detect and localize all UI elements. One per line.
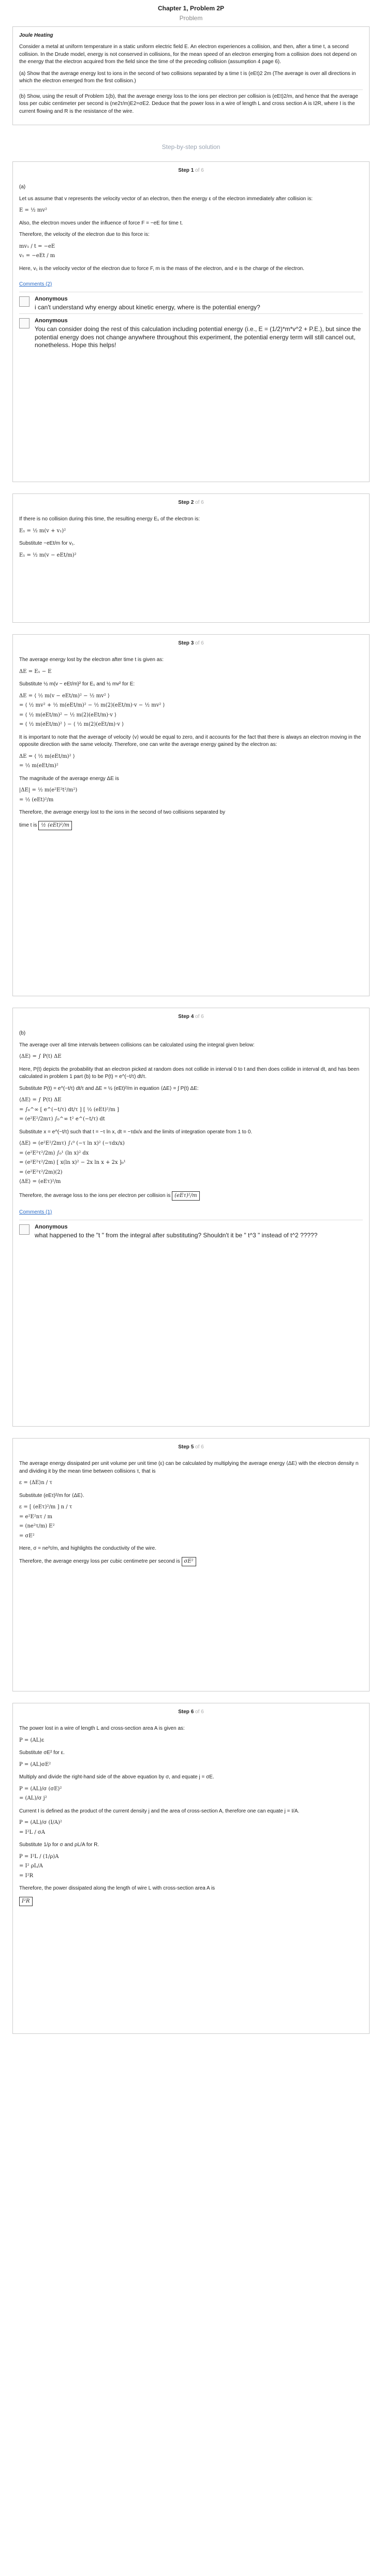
step-number: Step 5 [178,1444,194,1450]
equation-line: = (e²E²/2mτ) ∫₀^∞ t² e^(−t/τ) dt [19,1116,105,1122]
equation [19,243,363,260]
part-label: (a) [19,184,26,190]
step-text: Therefore, the average loss to the ions per electron per collision is [19,1192,171,1199]
step-text: Here, σ = ne²τ/m, and highlights the conductivity of the wire. [19,1546,156,1552]
equation [19,1479,363,1487]
step-text: Here, P(t) depicts the probability that an electron picked at random does not collide in interval 0 to t and then does collide in interval dt, and has been calculated in problem 1 part (b) to be P(t) = e^(−t/τ) dt/τ. [19,1066,360,1080]
equation [19,693,363,729]
step-text [19,1557,363,1567]
step-count: of 6 [195,1444,204,1450]
problem-label: Problem [179,14,203,22]
answer-box: σE² [182,1557,196,1567]
equation [19,1853,363,1880]
comment-text: You can consider doing the rest of this calculation including potential energy (i.e., E = (1/2)*m*v^2 + P.E.), but since the potential energy does not change anywhere throughout this experiment, the potential energy term will still cancel out, nonetheless. Hope this helps! [35,325,361,349]
part-label: (b) [19,1030,26,1037]
step-text: Therefore, the power dissipated along the length of wire L with cross-section area A is [19,1885,215,1892]
equation-line: = I² ρL/A [19,1863,43,1869]
step-5 [12,1438,370,1691]
step-text: Substitute P(t) = e^(−t/τ) dt/τ and ΔE = ½ (eEt)²/m in equation ⟨ΔE⟩ = ∫ P(t) ΔE: [19,1085,199,1091]
equation [19,1053,363,1061]
equation [19,1504,363,1540]
step-text: It is important to note that the average of velocity ⟨v⟩ would be equal to zero, and it accounts for the fact that there is always an electron moving in the opposite direction with the same velocity. Therefore, one can write the average energy gained by the electron as: [19,734,361,748]
step-text: The power lost in a wire of length L and cross-section area A is given as: [19,1726,185,1732]
step-count: of 6 [195,1709,204,1715]
avatar [19,318,30,328]
equation-line: ΔE = ⟨ ½ m(v − eEt/m)² − ½ mv² ⟩ [19,693,110,699]
equation [19,552,363,560]
equation-line: P = (AL)σE² [19,1761,51,1768]
step-number: Step 3 [178,640,194,646]
equation-line: P = I²L / (1/ρ)A [19,1853,59,1860]
step-text: The average energy dissipated per unit volume per unit time (ε) can be calculated by multiplying the average energy ⟨ΔE⟩ with the electron density n and dividing it by the mean time between collisions τ, that is [19,1461,359,1474]
equation-line: mv₁ / t = −eE [19,243,55,249]
step-title [19,1709,363,1716]
comment-author: Anonymous [35,1223,68,1230]
step-text: The average over all time intervals between collisions can be calculated using the integral given below: [19,1042,255,1048]
step-title [19,499,363,507]
equation-line: P = (AL)/σ (I/A)² [19,1820,62,1826]
answer-box: I²R [19,1897,33,1907]
step-text: Substitute −eEt/m for v₁. [19,541,75,547]
step-count: of 6 [195,167,204,173]
equation-line: = (ne²τ/m) E² [19,1523,55,1530]
equation-line: = ⟨ ½ m(eEt/m)² − ½ m(2)(eEt/m)·v ⟩ [19,712,116,718]
step-text: Substitute x = e^(−t/τ) such that t = −τ ln x, dt = −τdx/x and the limits of integration operate from 1 to 0. [19,1129,253,1135]
step-6 [12,1703,370,2034]
equation [19,1819,363,1836]
equation [19,1140,363,1186]
equation-line: v₁ = −eEt / m [19,253,55,259]
equation-line: = I²R [19,1873,34,1879]
equation [19,528,363,535]
comment-author: Anonymous [35,318,68,324]
step-2 [12,493,370,623]
step-text: Multiply and divide the right-hand side of the above equation by σ, and equate j = σE. [19,1774,214,1780]
comments-link[interactable]: Comments (1) [19,1209,52,1216]
comment-text: what happened to the "t " from the integral after substituting? Shouldn't it be " t^3 " instead of t^2 ????? [35,1231,318,1239]
equation [19,1786,363,1803]
step-text: Therefore, the average energy loss per cubic centimetre per second is [19,1558,180,1564]
step-text: Substitute σE² for ε. [19,1750,65,1756]
equation-line: P = (AL)ε [19,1737,45,1743]
step-4 [12,1008,370,1427]
equation-line: ⟨ΔE⟩ = (eEτ)²/m [19,1179,61,1185]
equation [19,1761,363,1769]
answer-box: ½ (eEt)²/m [38,821,72,831]
step-text: Current I is defined as the product of the current density j and the area of cross-section A, therefore one can equate j = I/A. [19,1808,300,1814]
comment-text: i can't understand why energy about kinetic energy, where is the potential energy? [35,303,260,311]
step-count: of 6 [195,499,204,505]
equation-line: ⟨ΔE⟩ = ∫ P(t) ΔE [19,1097,62,1103]
answer-box: (eEτ)²/m [172,1191,199,1201]
step-count: of 6 [195,640,204,646]
step-text: Substitute 1/ρ for σ and ρL/A for R. [19,1842,99,1848]
step-text: If there is no collision during this time, the resulting energy E₁ of the electron is: [19,516,200,522]
equation-line: ε = ⟨ΔE⟩n / τ [19,1480,52,1486]
step-number: Step 2 [178,499,194,505]
equation [19,1737,363,1745]
equation-line: ⟨ΔE⟩ = ∫ P(t) ΔE [19,1054,62,1060]
problem-part-a: (a) Show that the average energy lost to ions in the second of two collisions separated by a time t is (eEt)2 2m (The average is over all directions in which the electron emerged from the first collision.) [19,70,356,84]
comment [19,292,363,314]
chapter-title: Chapter 1, Problem 2P [157,5,225,12]
comment [19,1220,363,1242]
problem-part-b: (b) Show, using the result of Problem 1(b), that the average energy loss to the ions per electron per collision is (eEt)2/m, and hence that the average loss per cubic centimeter per second is (ne2τ/m)E2=σE2. Deduce that the power loss in a wire of length L and cross section A is I2R, where I is the current flowing and R is the resistance of the wire. [19,89,363,116]
equation-line: = σE² [19,1533,35,1539]
equation-line: P = (AL)/σ (σE)² [19,1786,62,1792]
step-number: Step 6 [178,1709,194,1715]
step-title [19,1013,363,1021]
equation [19,207,363,215]
comment-author: Anonymous [35,295,68,302]
equation-line: = (e²E²τ²/2m) [ x(ln x)² − 2x ln x + 2x ]₀¹ [19,1160,126,1166]
step-text: The magnitude of the average energy ΔE is [19,775,119,782]
step-text: Substitute (eEτ)²/m for ⟨ΔE⟩. [19,1492,84,1499]
equation-line: ⟨ΔE⟩ = (e²E²/2mτ) ∫₁⁰ (−τ ln x)² (−τdx/x) [19,1141,125,1147]
avatar [19,296,30,307]
step-text: Let us assume that v represents the velocity vector of an electron, then the energy ε of the electron immediately after collision is: [19,196,313,202]
comment [19,313,363,352]
step-text: Substitute ½ m(v − eEt/m)² for E₁ and ½ mv² for E: [19,681,135,687]
step-number: Step 1 [178,167,194,173]
step-text: Therefore, the average energy lost to the ions in the second of two collisions separated by [19,810,226,816]
equation-line: = ½ (eEt)²/m [19,797,54,803]
equation [19,753,363,770]
step-text [19,1191,363,1201]
equation-line: = ⟨ ½ mv² + ½ m(eEt/m)² − ½ m(2)(eEt/m)·v − ½ mv² ⟩ [19,702,165,709]
equation-line: = (e²E²τ²/2m) ∫₀¹ (ln x)² dx [19,1150,89,1156]
equation-line: = ⟨ ½ m(eEt/m)² ⟩ − ⟨ ½ m(2)(eEt/m)·v ⟩ [19,722,124,728]
step-text: Also, the electron moves under the influence of force F = −eE for time t. [19,220,183,226]
equation-line: = I²L / σA [19,1829,45,1835]
step-title [19,640,363,648]
equation-line: E₁ = ½ m(v + v₁)² [19,528,66,534]
step-1 [12,161,370,482]
equation [19,1097,363,1124]
equation [19,787,363,804]
step-text [19,821,363,831]
problem-intro: Consider a metal at uniform temperature in a static uniform electric field E. An electron experiences a collision, and then, after a time t, a second collision. In the Drude model, energy is not conserved in collisions, for the mean speed of an electron emerging from a collision does not depend on the energy that the electron acquired from the field since the time of the preceding collision (assumption 4 page 6). [19,44,357,65]
step-text: Here, v₁ is the velocity vector of the electron due to force F, m is the mass of the electron, and e is the charge of the electron. [19,265,304,272]
equation-line: = ½ m(eEt/m)² [19,763,58,769]
avatar [19,1224,30,1235]
equation [19,668,363,676]
equation-line: = (AL)/σ j² [19,1795,47,1802]
problem-statement [12,26,370,126]
solution-header: Step-by-step solution [161,143,221,151]
equation-line: = e²E²nτ / m [19,1514,52,1520]
equation-line: |ΔE| = ½ m(e²E²t²/m²) [19,787,78,793]
equation-line: = ∫₀^∞ [ e^(−t/τ) dt/τ ] [ ½ (eEt)²/m ] [19,1106,119,1113]
step-text: The average energy lost by the electron after time t is given as: [19,657,164,663]
equation-line: E = ½ mv² [19,207,48,214]
equation-line: ΔE = E₁ − E [19,668,52,675]
step-count: of 6 [195,1013,204,1020]
step-text: time t is [19,822,37,828]
equation-line: ΔE = ⟨ ½ m(eEt/m)² ⟩ [19,753,75,759]
step-title [19,1444,363,1451]
step-title [19,167,363,175]
equation-line: E₁ = ½ m(v − eEt/m)² [19,552,77,558]
equation-line: = (e²E²τ²/2m)(2) [19,1169,63,1175]
step-number: Step 4 [178,1013,194,1020]
comments-link[interactable]: Comments (2) [19,281,52,288]
problem-heading: Joule Heating [19,32,53,38]
step-3 [12,634,370,996]
equation-line: ε = [ (eEτ)²/m ] n / τ [19,1504,72,1510]
step-text: Therefore, the velocity of the electron due to this force is: [19,232,150,238]
